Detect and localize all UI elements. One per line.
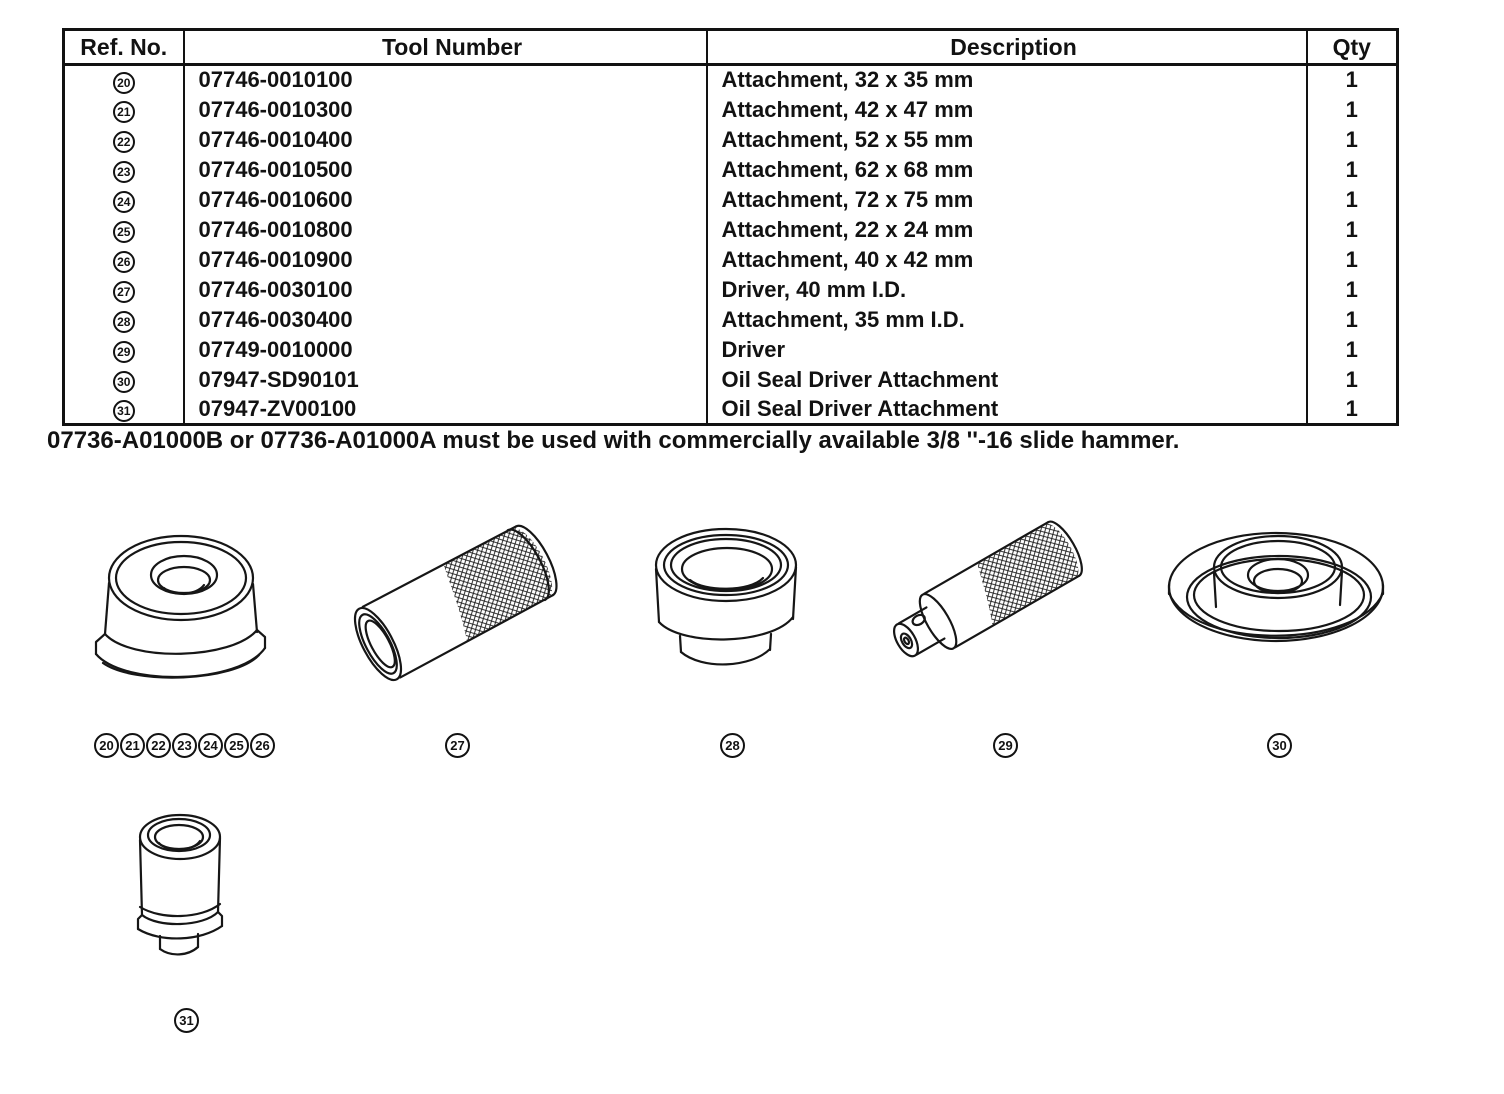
table-row bbox=[64, 155, 1398, 185]
ref-number: 31 bbox=[117, 404, 131, 419]
figure-label: 21 bbox=[125, 738, 140, 753]
oil-seal-driver-attachment-disc-drawing bbox=[1163, 523, 1388, 688]
tool-description: Attachment, 35 mm I.D. bbox=[707, 305, 1307, 335]
figure-label: 23 bbox=[177, 738, 192, 753]
figure-label-circle bbox=[1267, 733, 1292, 758]
ref-number: 22 bbox=[117, 135, 131, 149]
figure-label-circle bbox=[198, 733, 223, 758]
hollow-driver-drawing bbox=[348, 522, 563, 692]
tool-qty: 1 bbox=[1307, 65, 1398, 95]
ref-circle bbox=[113, 72, 135, 94]
tool-number: 07746-0030100 bbox=[184, 275, 707, 305]
figure-label: 24 bbox=[203, 738, 218, 753]
ref-circle bbox=[113, 371, 135, 393]
table-row bbox=[64, 335, 1398, 365]
ref-circle bbox=[113, 311, 135, 333]
tool-description: Attachment, 32 x 35 mm bbox=[707, 65, 1307, 95]
ref-number: 25 bbox=[117, 225, 131, 239]
tool-number: 07746-0010500 bbox=[184, 155, 707, 185]
header-tool-number: Tool Number bbox=[184, 30, 707, 65]
ref-number: 20 bbox=[117, 75, 131, 90]
ref-number: 28 bbox=[117, 315, 131, 329]
tool-description: Attachment, 40 x 42 mm bbox=[707, 245, 1307, 275]
figure-labels-27 bbox=[445, 733, 470, 758]
figure-label-circle bbox=[445, 733, 470, 758]
slide-hammer-note: 07736-A01000B or 07736-A01000A must be used with commercially available 3/8 ''-16 slide hammer. bbox=[47, 427, 1180, 454]
tool-qty: 1 bbox=[1307, 185, 1398, 215]
ref-circle bbox=[113, 131, 135, 153]
special-tools-table bbox=[62, 28, 1398, 426]
ref-circle bbox=[113, 191, 135, 213]
tool-qty: 1 bbox=[1307, 245, 1398, 275]
tool-number: 07749-0010000 bbox=[184, 335, 707, 365]
table-row bbox=[64, 275, 1398, 305]
tool-description: Oil Seal Driver Attachment bbox=[707, 365, 1307, 395]
tool-qty: 1 bbox=[1307, 125, 1398, 155]
ref-circle bbox=[113, 341, 135, 363]
figure-label: 31 bbox=[179, 1013, 194, 1028]
tool-number: 07746-0010100 bbox=[184, 65, 707, 95]
figure-label: 29 bbox=[998, 738, 1013, 753]
figure-label-circle bbox=[720, 733, 745, 758]
tool-number: 07746-0010300 bbox=[184, 95, 707, 125]
figure-labels-31 bbox=[174, 1008, 199, 1033]
figure-label: 28 bbox=[725, 738, 740, 753]
figure-label-circle bbox=[174, 1008, 199, 1033]
tool-description: Attachment, 22 x 24 mm bbox=[707, 215, 1307, 245]
tool-qty: 1 bbox=[1307, 365, 1398, 395]
ref-circle bbox=[113, 281, 135, 303]
table-row bbox=[64, 95, 1398, 125]
tool-number: 07947-ZV00100 bbox=[184, 395, 707, 425]
figure-labels-28 bbox=[720, 733, 745, 758]
ref-circle bbox=[113, 251, 135, 273]
figure-label-circle bbox=[94, 733, 119, 758]
ref-circle bbox=[113, 101, 135, 123]
table-row bbox=[64, 395, 1398, 425]
table-row bbox=[64, 245, 1398, 275]
figure-label-circle bbox=[120, 733, 145, 758]
ref-number: 24 bbox=[117, 195, 131, 209]
ref-circle bbox=[113, 161, 135, 183]
ref-number: 26 bbox=[117, 255, 131, 269]
ref-circle bbox=[113, 400, 135, 422]
tool-description: Oil Seal Driver Attachment bbox=[707, 395, 1307, 425]
tool-number: 07746-0010900 bbox=[184, 245, 707, 275]
tool-number: 07746-0010600 bbox=[184, 185, 707, 215]
driver-handle-drawing bbox=[872, 510, 1137, 690]
figure-labels-29 bbox=[993, 733, 1018, 758]
tool-description: Driver bbox=[707, 335, 1307, 365]
tools-table bbox=[62, 28, 1399, 426]
figure-label-circle bbox=[250, 733, 275, 758]
tool-qty: 1 bbox=[1307, 155, 1398, 185]
tool-number: 07947-SD90101 bbox=[184, 365, 707, 395]
ref-number: 30 bbox=[117, 375, 131, 389]
table-row bbox=[64, 65, 1398, 95]
tool-number: 07746-0010400 bbox=[184, 125, 707, 155]
ref-circle bbox=[113, 221, 135, 243]
figure-label-circle bbox=[172, 733, 197, 758]
tool-qty: 1 bbox=[1307, 395, 1398, 425]
ref-number: 23 bbox=[117, 165, 131, 179]
oil-seal-driver-attachment-sleeve-drawing bbox=[133, 810, 233, 965]
figure-label: 25 bbox=[229, 738, 244, 753]
figure-label: 26 bbox=[255, 738, 270, 753]
tool-description: Attachment, 42 x 47 mm bbox=[707, 95, 1307, 125]
header-ref-no: Ref. No. bbox=[64, 30, 184, 65]
table-row bbox=[64, 185, 1398, 215]
header-qty: Qty bbox=[1307, 30, 1398, 65]
ref-number: 27 bbox=[117, 285, 131, 299]
attachment-35mm-drawing bbox=[650, 523, 810, 688]
tool-description: Attachment, 62 x 68 mm bbox=[707, 155, 1307, 185]
figure-label-circle bbox=[146, 733, 171, 758]
table-header-row bbox=[64, 30, 1398, 65]
figure-label: 20 bbox=[99, 738, 114, 753]
header-description: Description bbox=[707, 30, 1307, 65]
ref-number: 29 bbox=[117, 345, 131, 359]
tool-description: Driver, 40 mm I.D. bbox=[707, 275, 1307, 305]
tool-qty: 1 bbox=[1307, 335, 1398, 365]
tool-qty: 1 bbox=[1307, 275, 1398, 305]
figure-label: 27 bbox=[450, 738, 465, 753]
ref-number: 21 bbox=[117, 105, 131, 119]
figure-label: 30 bbox=[1272, 738, 1287, 753]
tool-description: Attachment, 52 x 55 mm bbox=[707, 125, 1307, 155]
tool-qty: 1 bbox=[1307, 95, 1398, 125]
attachment-cup-drawing bbox=[92, 515, 277, 690]
figure-label-circle bbox=[993, 733, 1018, 758]
tool-number: 07746-0010800 bbox=[184, 215, 707, 245]
tool-number: 07746-0030400 bbox=[184, 305, 707, 335]
figure-labels-20-26 bbox=[94, 733, 275, 758]
table-row bbox=[64, 125, 1398, 155]
tool-qty: 1 bbox=[1307, 215, 1398, 245]
table-row bbox=[64, 305, 1398, 335]
figure-label: 22 bbox=[151, 738, 166, 753]
table-row bbox=[64, 365, 1398, 395]
figure-labels-30 bbox=[1267, 733, 1292, 758]
figure-label-circle bbox=[224, 733, 249, 758]
table-row bbox=[64, 215, 1398, 245]
tool-qty: 1 bbox=[1307, 305, 1398, 335]
tool-description: Attachment, 72 x 75 mm bbox=[707, 185, 1307, 215]
